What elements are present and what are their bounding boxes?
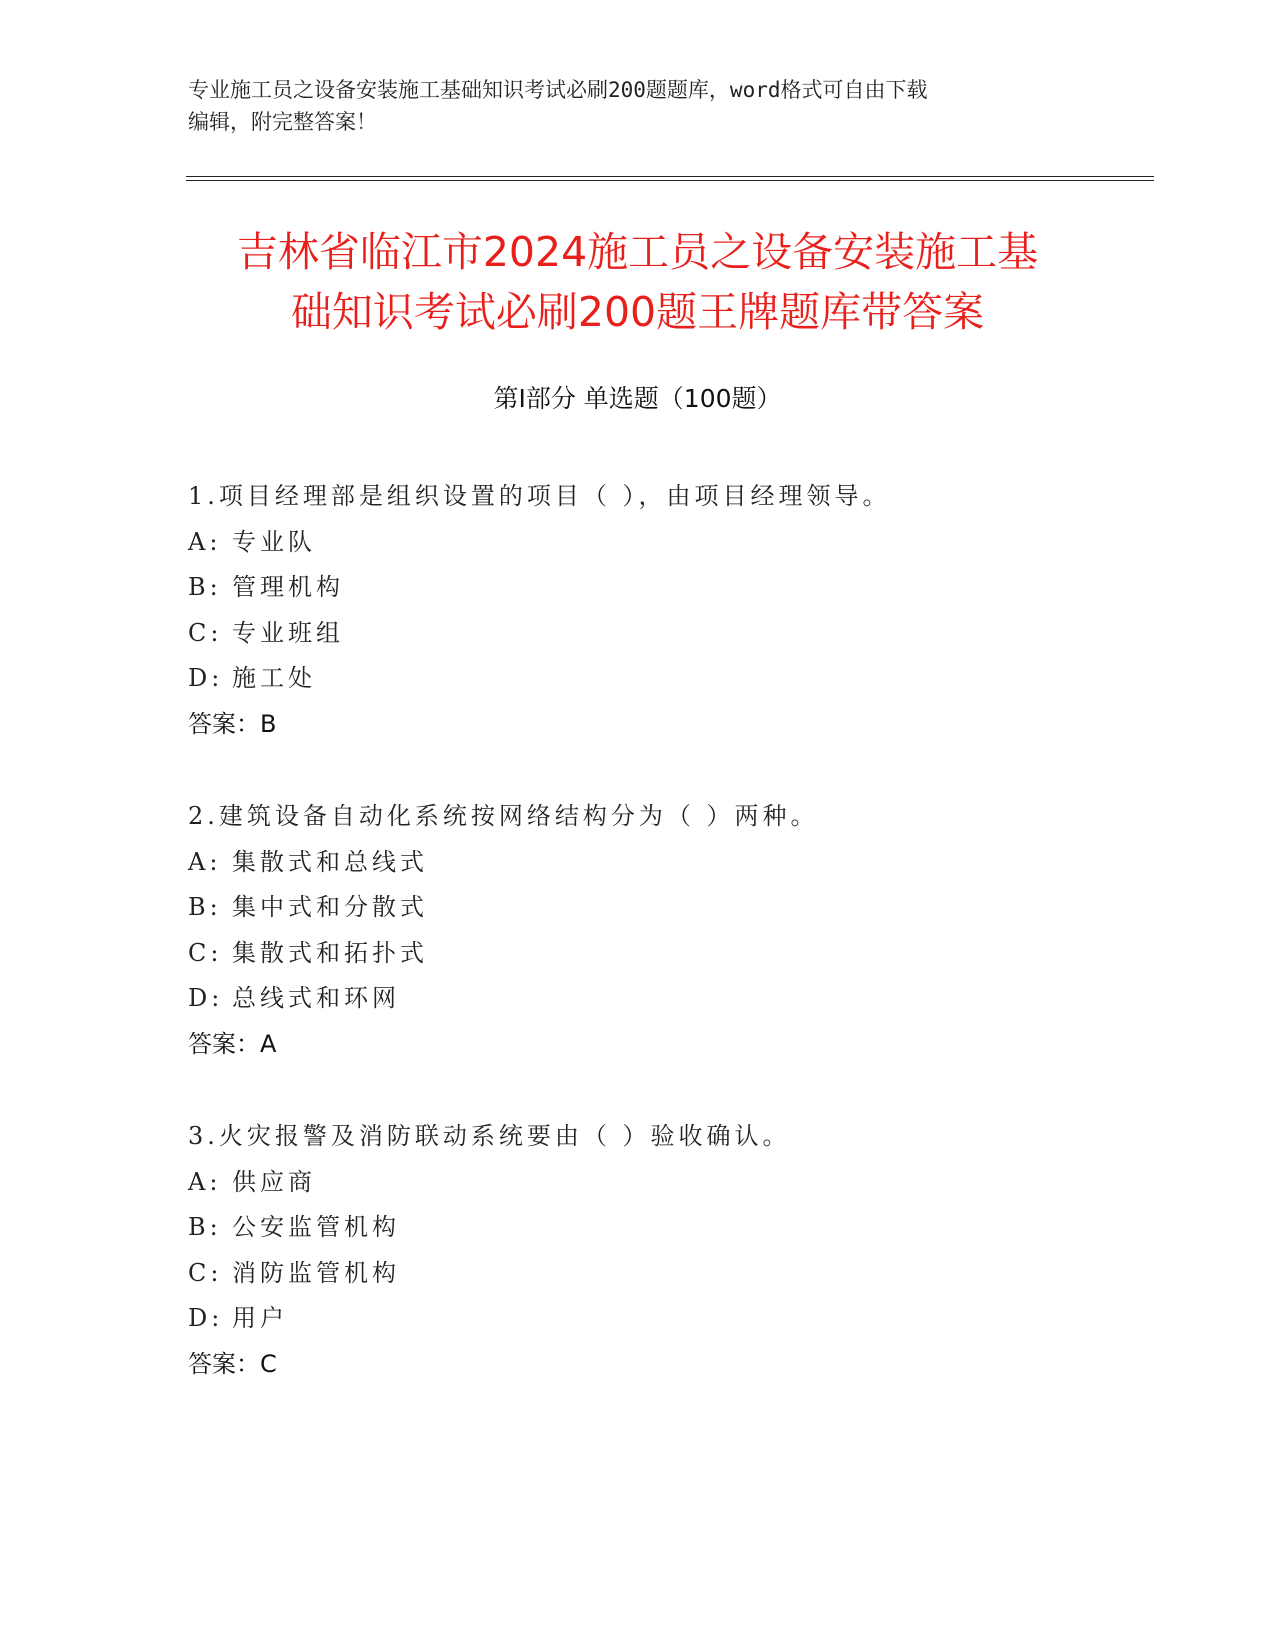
option-letter: C: — [188, 1258, 223, 1287]
question-stem: 3.火灾报警及消防联动系统要由（ ）验收确认。 — [188, 1122, 791, 1150]
answer: 答案：A — [188, 1029, 277, 1058]
option-text: 总线式和环网 — [232, 984, 400, 1012]
question-list — [188, 474, 1148, 1434]
option-letter: C: — [188, 938, 223, 967]
option-c — [188, 931, 1148, 977]
document-title-line-2: 础知识考试必刷200题王牌题库带答案 — [290, 288, 985, 336]
option-letter: D: — [188, 664, 224, 692]
option-text: 消防监管机构 — [232, 1258, 400, 1287]
option-letter: A: — [188, 1167, 222, 1196]
option-text: 专业队 — [232, 527, 316, 556]
document-title — [150, 222, 1125, 342]
option-text: 用户 — [232, 1304, 288, 1332]
option-text: 集散式和拓扑式 — [232, 938, 428, 967]
option-c — [188, 1251, 1148, 1297]
question-1 — [188, 474, 1148, 747]
question-stem: 1.项目经理部是组织设置的项目（ ），由项目经理领导。 — [188, 482, 891, 510]
option-d — [188, 656, 1148, 702]
option-a — [188, 1160, 1148, 1206]
option-letter: C: — [188, 618, 223, 647]
option-text: 施工处 — [232, 664, 316, 692]
option-letter: D: — [188, 984, 224, 1012]
option-letter: B: — [188, 1213, 222, 1241]
section-title: 第Ⅰ部分 单选题（100题） — [493, 384, 782, 413]
answer: 答案：C — [188, 1349, 277, 1378]
option-letter: A: — [188, 527, 222, 556]
option-text: 集散式和总线式 — [232, 847, 428, 876]
option-letter: D: — [188, 1304, 224, 1332]
option-b — [188, 565, 1148, 611]
question-2 — [188, 794, 1148, 1067]
header-note — [188, 74, 1088, 138]
answer: 答案：B — [188, 709, 277, 738]
option-d — [188, 1296, 1148, 1342]
option-a — [188, 840, 1148, 886]
option-text: 集中式和分散式 — [232, 893, 428, 921]
question-3 — [188, 1114, 1148, 1387]
option-d — [188, 976, 1148, 1022]
option-text: 专业班组 — [232, 618, 344, 647]
option-b — [188, 1205, 1148, 1251]
header-note-line-1: 专业施工员之设备安装施工基础知识考试必刷200题题库，word格式可自由下载 — [188, 78, 928, 102]
header-note-line-2: 编辑，附完整答案！ — [188, 110, 377, 134]
option-b — [188, 885, 1148, 931]
option-a — [188, 520, 1148, 566]
option-c — [188, 611, 1148, 657]
option-text: 公安监管机构 — [232, 1213, 400, 1241]
option-text: 供应商 — [232, 1167, 316, 1196]
header-divider — [186, 176, 1154, 181]
question-stem: 2.建筑设备自动化系统按网络结构分为（ ）两种。 — [188, 802, 819, 830]
option-text: 管理机构 — [232, 573, 344, 601]
document-title-line-1: 吉林省临江市2024施工员之设备安装施工基 — [236, 228, 1039, 276]
option-letter: B: — [188, 573, 222, 601]
option-letter: A: — [188, 847, 222, 876]
option-letter: B: — [188, 893, 222, 921]
